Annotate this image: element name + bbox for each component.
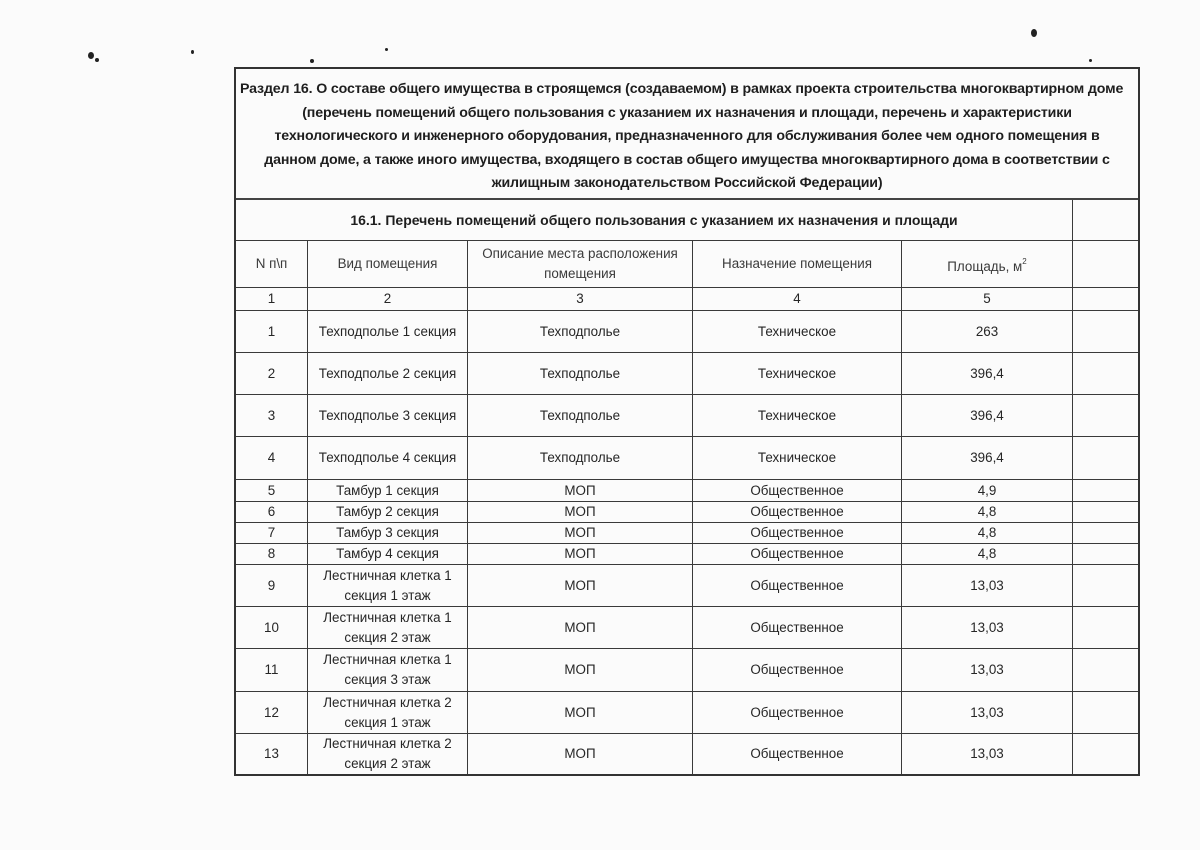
row-number (236, 649, 308, 692)
header-area-superscript: 2 (1022, 256, 1027, 266)
room-location-text: МОП (564, 482, 596, 498)
room-location (468, 607, 693, 649)
room-area-text: 4,9 (977, 482, 997, 498)
room-area (902, 437, 1073, 480)
room-purpose-text: Общественное (750, 546, 844, 561)
room-purpose (693, 353, 902, 395)
room-area-text: 396,4 (970, 365, 1004, 381)
empty-cell (1073, 200, 1138, 241)
room-type (308, 565, 468, 607)
common-property-document (234, 67, 1140, 776)
room-area (902, 353, 1073, 395)
room-area (902, 311, 1073, 353)
room-area (902, 480, 1073, 502)
room-location (468, 502, 693, 523)
header-purpose (693, 241, 902, 288)
scan-speck (88, 52, 94, 59)
room-location-text: МОП (564, 704, 596, 720)
section-title-line: (перечень помещений общего пользования с указанием их назначения и площади, перечень и характеристики (302, 104, 1072, 121)
room-location (468, 437, 693, 480)
section-title-line: технологического и инженерного оборудования, предназначенного для обслуживания более чем одного помещения в (274, 128, 1100, 144)
room-area (902, 544, 1073, 565)
row-number-text: 6 (267, 504, 276, 519)
room-type (308, 311, 468, 353)
room-area (902, 649, 1073, 692)
room-location-text: МОП (564, 577, 596, 593)
room-type (308, 649, 468, 692)
room-location (468, 734, 693, 774)
room-purpose (693, 437, 902, 480)
room-type-text: Техподполье 4 секция (318, 450, 457, 465)
room-purpose (693, 311, 902, 353)
room-area-text: 13,03 (970, 577, 1004, 593)
header-area (902, 241, 1073, 288)
room-area-text: 13,03 (970, 746, 1004, 761)
scan-speck (95, 58, 99, 62)
row-number-text: 9 (267, 577, 276, 593)
empty-cell (1073, 607, 1138, 649)
header-type (308, 241, 468, 288)
room-location (468, 544, 693, 565)
header-num-text: N п\п (255, 256, 288, 271)
room-purpose (693, 607, 902, 649)
room-area (902, 734, 1073, 774)
room-area (902, 502, 1073, 523)
room-purpose-text: Общественное (750, 577, 844, 593)
room-type (308, 523, 468, 544)
room-type (308, 734, 468, 774)
empty-cell (1073, 395, 1138, 437)
row-number (236, 311, 308, 353)
column-number (468, 288, 693, 311)
column-number-text: 3 (576, 291, 584, 306)
scan-speck (385, 48, 388, 51)
room-purpose (693, 502, 902, 523)
row-number (236, 692, 308, 734)
empty-cell (1073, 734, 1138, 774)
row-number-text: 1 (267, 323, 276, 339)
room-area (902, 607, 1073, 649)
room-purpose-text: Общественное (750, 704, 844, 720)
room-type (308, 607, 468, 649)
room-location (468, 692, 693, 734)
room-type-text: Тамбур 3 секция (336, 525, 439, 540)
room-purpose-text: Общественное (750, 662, 844, 677)
row-number (236, 480, 308, 502)
room-type-text: Техподполье 2 секция (318, 365, 457, 381)
row-number (236, 523, 308, 544)
header-purpose-text: Назначение помещения (722, 256, 872, 271)
scan-speck (1031, 29, 1037, 37)
room-purpose-text: Общественное (750, 504, 844, 519)
scan-speck (1089, 59, 1092, 62)
room-location-text: Техподполье (539, 365, 621, 381)
room-area-text: 13,03 (970, 619, 1004, 635)
section-title-line: Раздел 16. О составе общего имущества в строящемся (создаваемом) в рамках проекта строительства многоквартирном доме (240, 81, 1124, 97)
empty-cell (1073, 523, 1138, 544)
empty-cell (1073, 353, 1138, 395)
header-location (468, 241, 693, 288)
room-type (308, 437, 468, 480)
row-number (236, 353, 308, 395)
column-number-text: 5 (983, 291, 991, 306)
room-purpose (693, 395, 902, 437)
room-location-text: МОП (564, 619, 596, 635)
header-num (236, 241, 308, 288)
row-number (236, 734, 308, 774)
room-type-text: Тамбур 4 секция (336, 546, 439, 561)
column-number-text: 4 (793, 291, 801, 306)
room-type-text: Лестничная клетка 2 секция 2 этаж (323, 736, 452, 771)
row-number (236, 544, 308, 565)
room-area-text: 4,8 (977, 504, 997, 519)
room-type-text: Тамбур 2 секция (336, 504, 439, 519)
room-location (468, 353, 693, 395)
room-purpose (693, 565, 902, 607)
scan-speck (310, 59, 314, 63)
empty-cell (1073, 311, 1138, 353)
row-number-text: 13 (264, 746, 279, 761)
room-purpose-text: Техническое (757, 323, 837, 339)
room-location-text: МОП (564, 546, 596, 561)
empty-cell (1073, 437, 1138, 480)
row-number-text: 3 (267, 407, 276, 423)
row-number-text: 8 (267, 546, 276, 561)
room-purpose (693, 480, 902, 502)
room-area-text: 396,4 (970, 407, 1004, 423)
row-number (236, 502, 308, 523)
room-purpose (693, 544, 902, 565)
room-location-text: Техподполье (539, 323, 621, 339)
room-purpose (693, 523, 902, 544)
column-number (902, 288, 1073, 311)
room-type (308, 692, 468, 734)
row-number-text: 7 (267, 525, 276, 540)
section-title-line: данном доме, а также иного имущества, входящего в состав общего имущества многоквартирного дома в соответствии с (264, 151, 1110, 168)
room-type-text: Лестничная клетка 1 секция 3 этаж (323, 652, 452, 687)
room-location-text: МОП (564, 525, 596, 540)
header-location-text: Описание места расположения помещения (482, 246, 678, 281)
subsection-title (236, 200, 1073, 241)
empty-cell (1073, 544, 1138, 565)
room-type-text: Техподполье 1 секция (318, 323, 457, 339)
room-purpose (693, 649, 902, 692)
column-number (308, 288, 468, 311)
room-purpose-text: Техническое (757, 407, 837, 423)
room-purpose-text: Общественное (750, 482, 844, 498)
empty-cell (1073, 692, 1138, 734)
room-area-text: 13,03 (970, 662, 1004, 677)
room-area (902, 565, 1073, 607)
empty-cell (1073, 502, 1138, 523)
room-location (468, 565, 693, 607)
row-number-text: 10 (264, 619, 279, 635)
room-type (308, 502, 468, 523)
row-number (236, 607, 308, 649)
room-type-text: Лестничная клетка 1 секция 1 этаж (323, 567, 452, 603)
room-area-text: 263 (975, 323, 999, 339)
row-number (236, 437, 308, 480)
subsection-title-text: 16.1. Перечень помещений общего пользования с указанием их назначения и площади (350, 212, 958, 228)
room-purpose (693, 692, 902, 734)
row-number-text: 2 (267, 365, 276, 381)
room-area (902, 692, 1073, 734)
room-location (468, 523, 693, 544)
column-number-text: 1 (267, 291, 276, 306)
room-type-text: Лестничная клетка 1 секция 2 этаж (323, 609, 452, 645)
room-area-text: 4,8 (977, 546, 997, 561)
room-location-text: Техподполье (539, 450, 621, 465)
empty-cell (1073, 565, 1138, 607)
room-location-text: МОП (564, 662, 596, 677)
room-location (468, 311, 693, 353)
room-location-text: МОП (564, 746, 596, 761)
column-number-text: 2 (383, 291, 392, 306)
room-location (468, 480, 693, 502)
room-purpose-text: Техническое (757, 450, 837, 465)
room-type-text: Лестничная клетка 2 секция 1 этаж (323, 694, 452, 730)
room-area (902, 523, 1073, 544)
row-number-text: 12 (264, 704, 279, 720)
row-number-text: 5 (267, 482, 276, 498)
section-title-line: жилищным законодательством Российской Федерации) (491, 175, 883, 191)
room-purpose-text: Техническое (757, 365, 837, 381)
room-purpose-text: Общественное (750, 746, 844, 761)
room-type (308, 353, 468, 395)
room-location-text: МОП (564, 504, 596, 519)
room-area (902, 395, 1073, 437)
room-type-text: Тамбур 1 секция (336, 482, 439, 498)
column-number (693, 288, 902, 311)
room-type (308, 480, 468, 502)
room-area-text: 13,03 (970, 704, 1004, 720)
room-purpose-text: Общественное (750, 525, 844, 540)
room-location (468, 649, 693, 692)
column-number (236, 288, 308, 311)
empty-cell (1073, 288, 1138, 311)
room-area-text: 396,4 (970, 450, 1004, 465)
room-location (468, 395, 693, 437)
room-type-text: Техподполье 3 секция (318, 407, 457, 423)
section-title (236, 69, 1138, 200)
row-number (236, 565, 308, 607)
scan-speck (191, 50, 194, 54)
room-type (308, 544, 468, 565)
empty-cell (1073, 649, 1138, 692)
room-location-text: Техподполье (539, 407, 621, 423)
row-number-text: 11 (264, 662, 279, 677)
row-number (236, 395, 308, 437)
empty-cell (1073, 480, 1138, 502)
room-type (308, 395, 468, 437)
header-type-text: Вид помещения (337, 256, 438, 271)
room-purpose (693, 734, 902, 774)
header-area-text: Площадь, $м^2$ (947, 256, 1027, 274)
room-purpose-text: Общественное (750, 619, 844, 635)
row-number-text: 4 (267, 450, 276, 465)
room-area-text: 4,8 (977, 525, 997, 540)
empty-cell (1073, 241, 1138, 288)
